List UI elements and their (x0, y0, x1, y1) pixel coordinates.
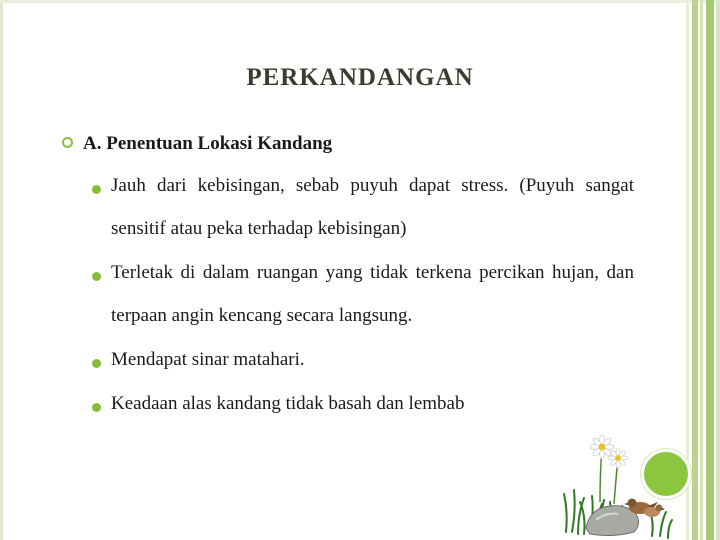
dot-bullet-icon (92, 272, 101, 281)
list-item-text: Terletak di dalam ruangan yang tidak terkena percikan hujan, dan terpaan angin kencang secara langsung. (111, 262, 634, 326)
list-item (92, 176, 634, 250)
ring-bullet-icon (62, 137, 73, 148)
stripe (716, 0, 720, 540)
slide-title: PERKANDANGAN (246, 64, 474, 91)
dot-bullet-icon (92, 185, 101, 194)
list-item (92, 350, 634, 381)
list-item (92, 263, 634, 337)
list-item (92, 394, 634, 425)
section-heading-label: A. Penentuan Lokasi Kandang (83, 133, 333, 154)
list-item-text: Jauh dari kebisingan, sebab puyuh dapat stress. (Puyuh sangat sensitif atau peka terhadap kebisingan) (111, 175, 634, 239)
daisy-icon (590, 435, 614, 459)
section-heading (62, 133, 332, 155)
stripe (700, 0, 703, 540)
bullet-list (92, 176, 634, 438)
dot-bullet-icon (92, 403, 101, 412)
dot-bullet-icon (92, 359, 101, 368)
list-item-text: Keadaan alas kandang tidak basah dan lembab (111, 393, 465, 414)
stripe (706, 0, 714, 540)
slide-left-border (0, 0, 3, 540)
stripe (692, 0, 698, 540)
decorative-stripes (686, 0, 720, 540)
slide-top-border (0, 0, 720, 3)
daisy-icon (608, 448, 628, 468)
list-item-text: Mendapat sinar matahari. (111, 349, 305, 370)
green-circle-decoration (641, 449, 691, 499)
